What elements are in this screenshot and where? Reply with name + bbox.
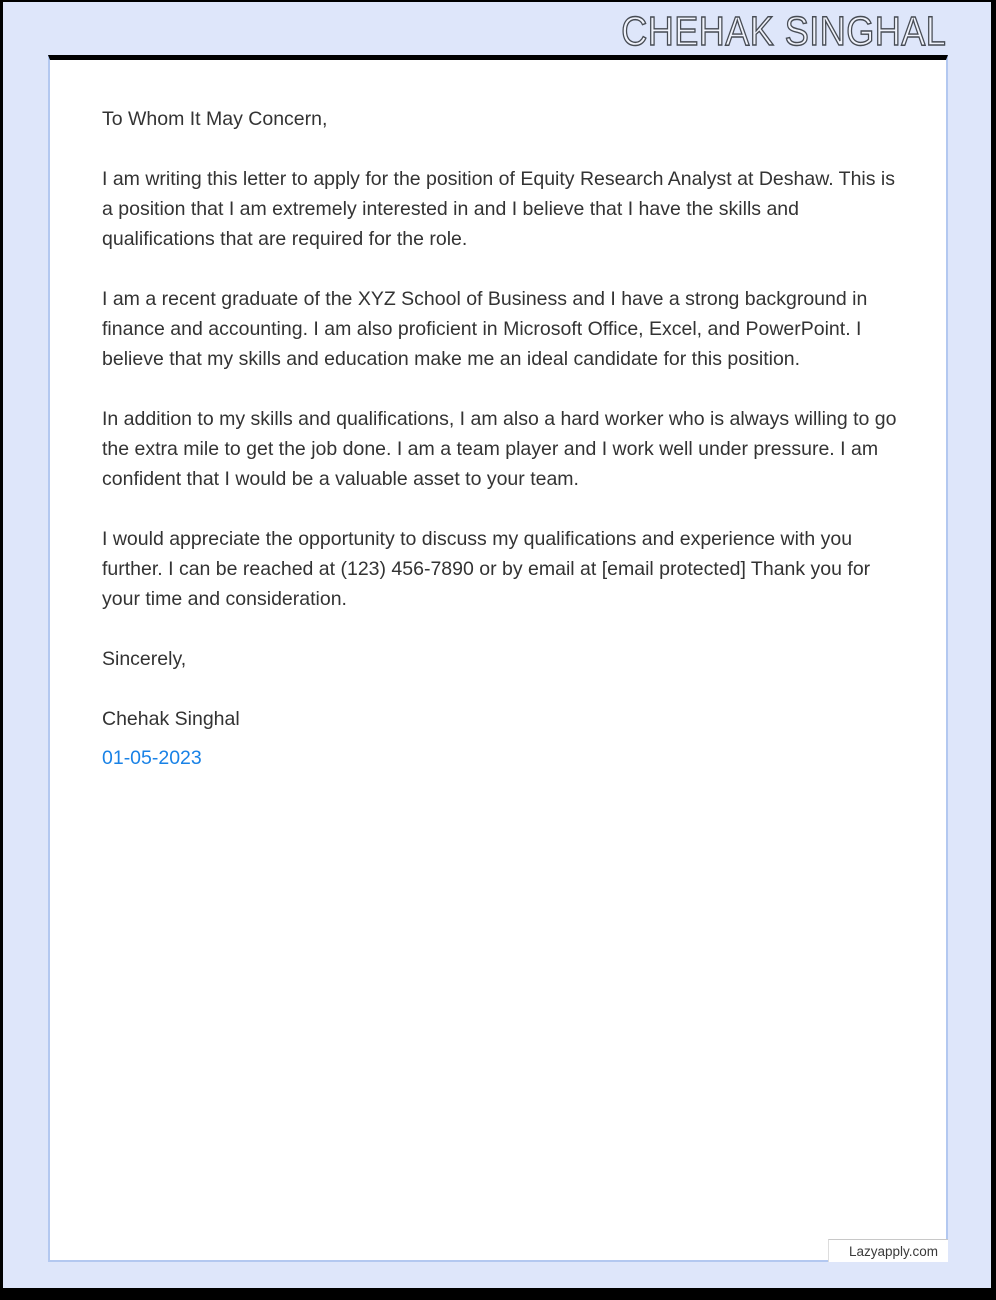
watermark-link[interactable]: Lazyapply.com — [848, 1243, 938, 1259]
paragraph-qualities: In addition to my skills and qualifications, I am also a hard worker who is always willing to go the extra mile to get the job done. I am a team player and I work well under pressure. I am confident that I would be a valuable asset to your team. — [102, 408, 897, 490]
header-name: CHEHAK SINGHAL — [621, 8, 946, 54]
closing-line: Sincerely, — [102, 648, 187, 670]
document-background — [3, 2, 991, 1288]
paragraph-intro: I am writing this letter to apply for the position of Equity Research Analyst at Deshaw. This is a position that I am extremely interested in and I believe that I have the skills and qualifications that are required for the role. — [102, 168, 896, 250]
letter-body — [102, 104, 897, 803]
paragraph-background: I am a recent graduate of the XYZ School of Business and I have a strong background in finance and accounting. I am also proficient in Microsoft Office, Excel, and PowerPoint. I believe that my skills and education make me an ideal candidate for this position. — [102, 288, 868, 370]
letter-page — [48, 55, 948, 1262]
signature-name: Chehak Singhal — [102, 708, 240, 730]
date-link[interactable]: 01-05-2023 — [102, 747, 202, 769]
greeting-line: To Whom It May Concern, — [102, 108, 328, 130]
paragraph-contact: I would appreciate the opportunity to discuss my qualifications and experience with you further. I can be reached at (123) 456-7890 or by email at [email protected] Thank you for your time and consideration. — [102, 528, 871, 610]
watermark-box — [828, 1239, 948, 1262]
